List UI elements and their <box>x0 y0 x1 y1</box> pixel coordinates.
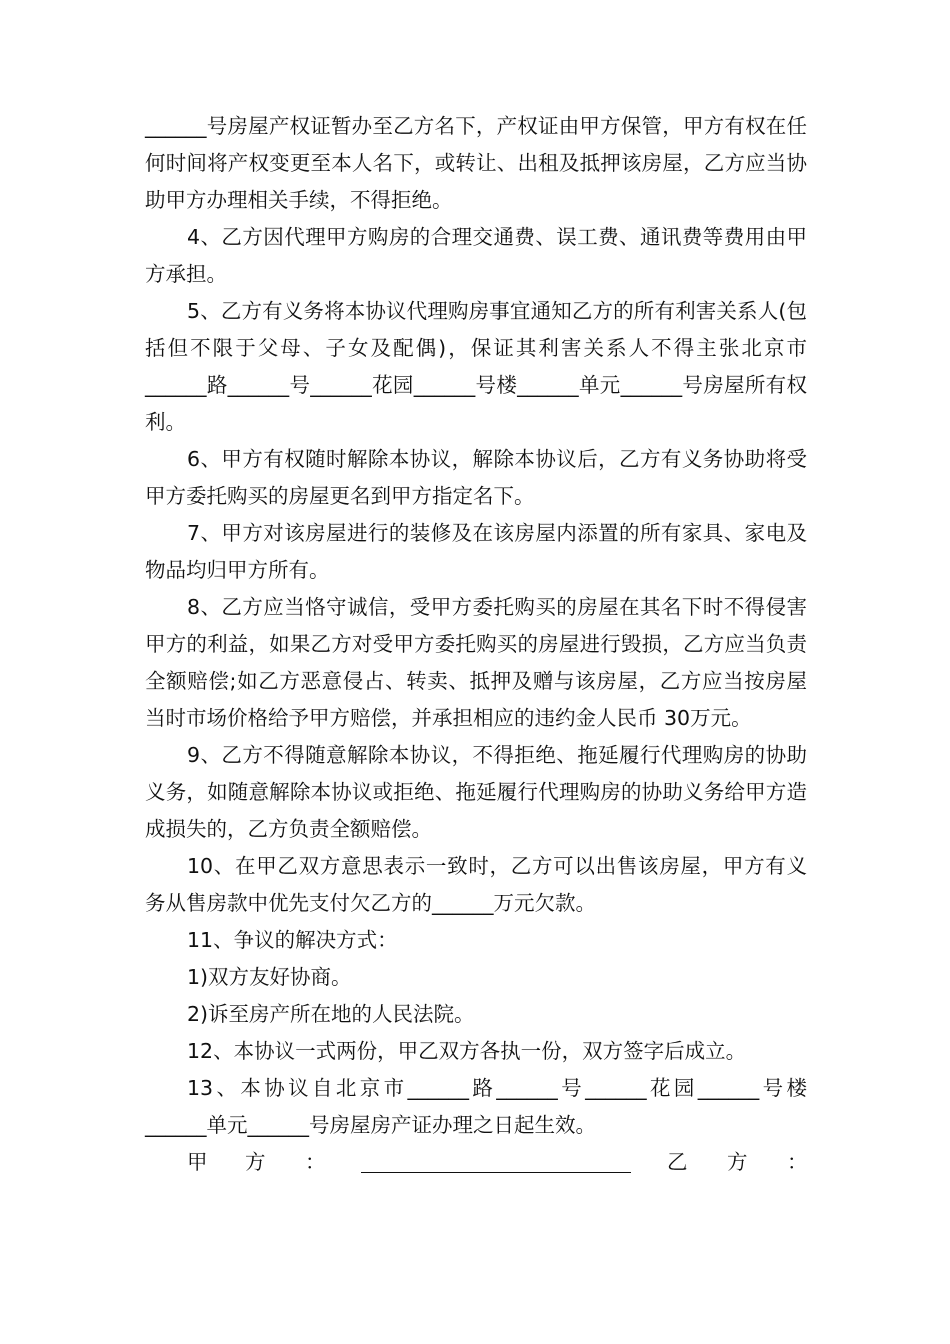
clause-8: 8、乙方应当恪守诚信，受甲方委托购买的房屋在其名下时不得侵害甲方的利益，如果乙方对受甲方委托购买的房屋进行毁损，乙方应当负责全额赔偿;如乙方恶意侵占、转卖、抵押及赠与该房屋，乙方应当按房屋当时市场价格给予甲方赔偿，并承担相应的违约金人民币 30万元。 <box>145 595 807 730</box>
clause-9: 9、乙方不得随意解除本协议，不得拒绝、拖延履行代理购房的协助义务，如随意解除本协议或拒绝、拖延履行代理购房的协助义务给甲方造成损失的，乙方负责全额赔偿。 <box>145 743 807 841</box>
clause-11-option-2: 2)诉至房产所在地的人民法院。 <box>187 1002 475 1026</box>
party-a-signature-blank <box>361 1172 631 1173</box>
party-a-label-char2: 方 <box>245 1150 266 1174</box>
document-body <box>145 108 807 1181</box>
clause-12: 12、本协议一式两份，甲乙双方各执一份，双方签字后成立。 <box>187 1039 747 1063</box>
clause-5: 5、乙方有义务将本协议代理购房事宜通知乙方的所有利害关系人(包括但不限于父母、子女及配偶)，保证其利害关系人不得主张北京市______路______号______花园______号楼______单元______号房屋所有权利。 <box>145 299 807 434</box>
clause-11: 11、争议的解决方式： <box>187 928 398 952</box>
party-a-colon: ： <box>305 1150 326 1174</box>
clause-4: 4、乙方因代理甲方购房的合理交通费、误工费、通讯费等费用由甲方承担。 <box>145 225 807 286</box>
paragraph-continuation: ______号房屋产权证暂办至乙方名下，产权证由甲方保管，甲方有权在任何时间将产权变更至本人名下，或转让、出租及抵押该房屋，乙方应当协助甲方办理相关手续，不得拒绝。 <box>145 114 807 212</box>
party-b-label-char1: 乙 <box>667 1150 688 1174</box>
party-a-label-char1: 甲 <box>187 1150 208 1174</box>
party-b-label-char2: 方 <box>727 1150 748 1174</box>
signature-line <box>145 1144 807 1181</box>
clause-11-option-1: 1)双方友好协商。 <box>187 965 352 989</box>
clause-10: 10、在甲乙双方意思表示一致时，乙方可以出售该房屋，甲方有义务从售房款中优先支付欠乙方的______万元欠款。 <box>145 854 807 915</box>
clause-13: 13、本协议自北京市______路______号______花园______号楼______单元______号房屋房产证办理之日起生效。 <box>145 1076 807 1137</box>
party-b-colon: ： <box>787 1150 808 1174</box>
clause-6: 6、甲方有权随时解除本协议，解除本协议后，乙方有义务协助将受甲方委托购买的房屋更名到甲方指定名下。 <box>145 447 807 508</box>
clause-7: 7、甲方对该房屋进行的装修及在该房屋内添置的所有家具、家电及物品均归甲方所有。 <box>145 521 807 582</box>
